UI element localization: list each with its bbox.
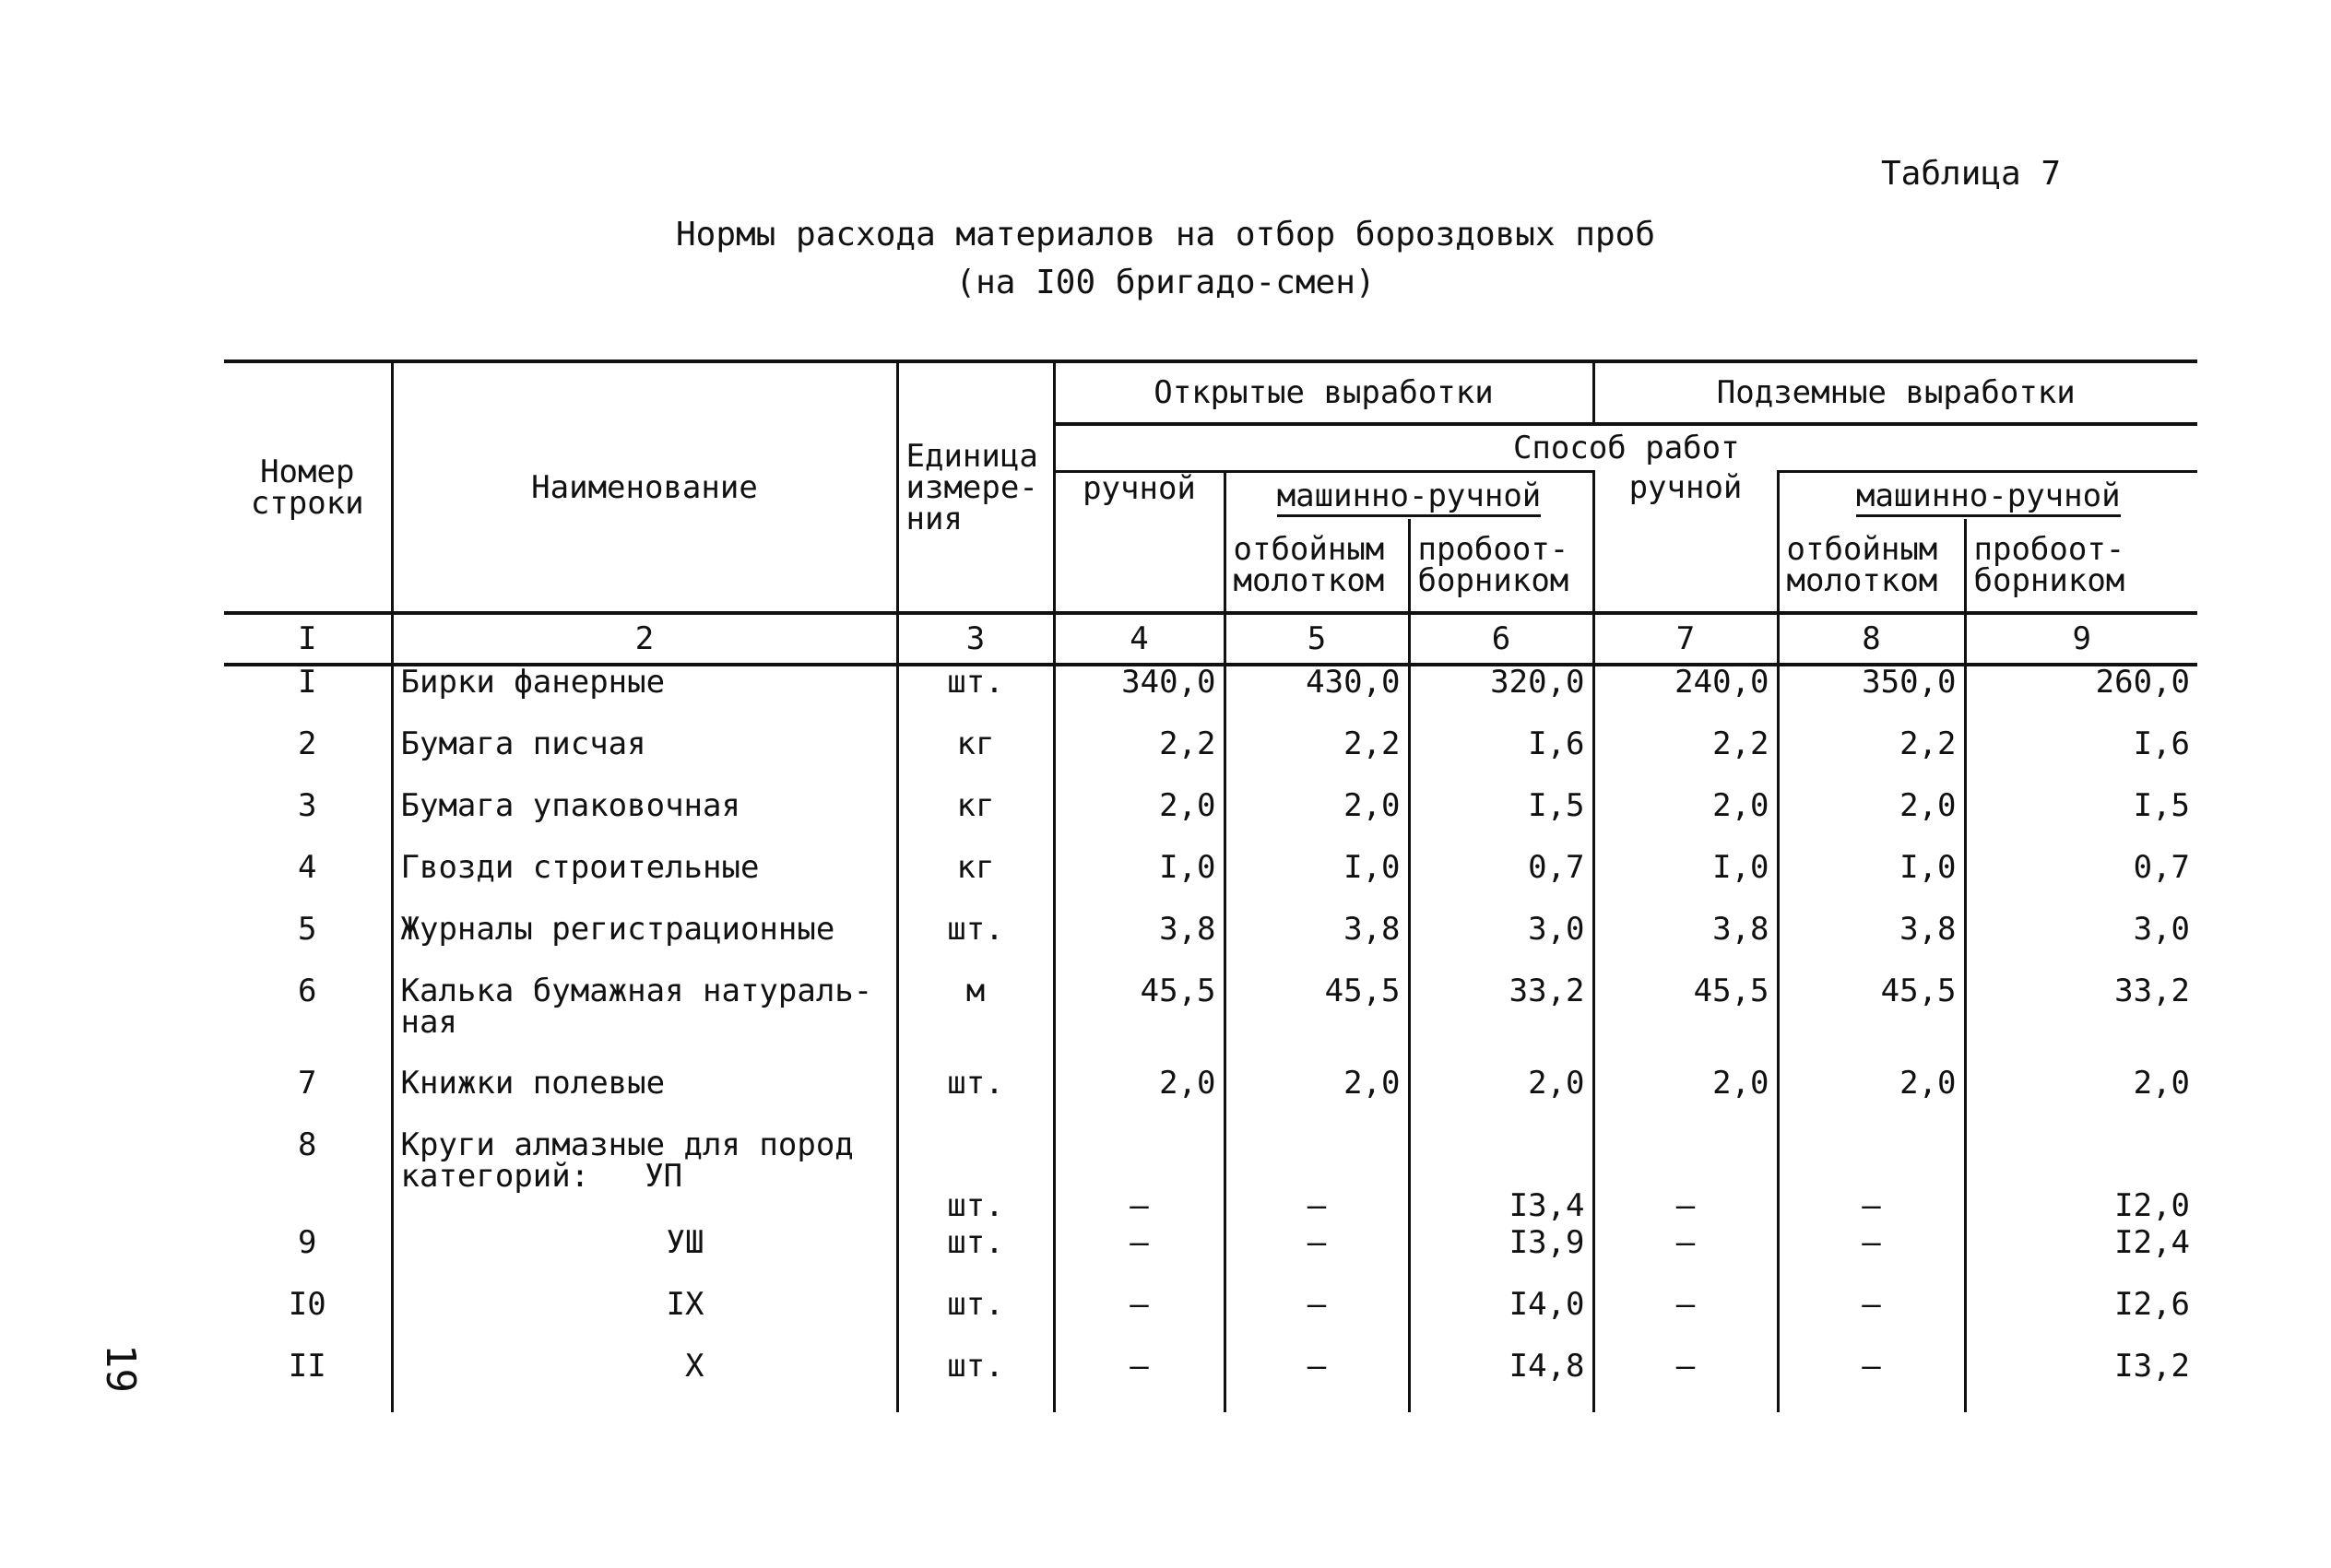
header-work-method: Способ работ <box>1054 424 2197 472</box>
cell-value: 2,0 <box>1593 1067 1778 1129</box>
column-number: 4 <box>1054 613 1225 665</box>
cell-value: 3,0 <box>1965 914 2197 975</box>
cell-value: 350,0 <box>1778 665 1965 728</box>
cell-value: 2,0 <box>1054 790 1225 852</box>
cell-value: – <box>1593 1350 1778 1412</box>
row-unit: кг <box>897 852 1054 914</box>
cell-value: I,5 <box>1965 790 2197 852</box>
cell-value: 2,0 <box>1225 1067 1409 1129</box>
row-number: 3 <box>298 787 317 824</box>
row-unit: шт. <box>897 914 1054 975</box>
cell-value: 2,2 <box>1054 728 1225 790</box>
cell-value: 2,0 <box>1054 1067 1225 1129</box>
cell-value: I,0 <box>1054 852 1225 914</box>
cell-value: – <box>1225 1129 1409 1227</box>
row-number: II <box>288 1348 326 1385</box>
row-number: 5 <box>298 911 317 948</box>
cell-value: – <box>1054 1350 1225 1412</box>
cell-value: 2,0 <box>1225 790 1409 852</box>
cell-value: 45,5 <box>1225 975 1409 1067</box>
table-row <box>224 790 2197 852</box>
row-number: 9 <box>298 1224 317 1261</box>
row-name: Книжки полевые <box>392 1067 897 1129</box>
cell-value: 0,7 <box>1409 852 1593 914</box>
cell-value: 45,5 <box>1054 975 1225 1067</box>
row-name: Бумага писчая <box>392 728 897 790</box>
row-name <box>392 1350 897 1412</box>
cell-value: – <box>1593 1129 1778 1227</box>
header-machine-manual-open: машинно-ручной <box>1225 472 1593 520</box>
row-number: 6 <box>298 973 317 1009</box>
row-name <box>392 1286 897 1350</box>
row-name: Гвозди строительные <box>392 852 897 914</box>
cell-value: 240,0 <box>1593 665 1778 728</box>
table-row <box>224 1289 2197 1350</box>
row-number: I <box>298 664 317 701</box>
table-row <box>224 1129 2197 1227</box>
cell-value: 2,2 <box>1225 728 1409 790</box>
cell-value: – <box>1054 1289 1225 1350</box>
table-row <box>224 852 2197 914</box>
cell-value: 320,0 <box>1409 665 1593 728</box>
cell-value: – <box>1225 1227 1409 1289</box>
cell-value: 2,0 <box>1409 1067 1593 1129</box>
row-name: Бумага упаковочная <box>392 790 897 852</box>
cell-value: I,0 <box>1778 852 1965 914</box>
header-hammer-open: отбойным молотком <box>1225 519 1409 613</box>
row-unit: кг <box>897 790 1054 852</box>
cell-value: 3,8 <box>1225 914 1409 975</box>
row-unit: шт. <box>897 1227 1054 1289</box>
column-number: 7 <box>1593 613 1778 665</box>
table-row <box>224 1350 2197 1412</box>
cell-value: 3,0 <box>1409 914 1593 975</box>
cell-value: 33,2 <box>1965 975 2197 1067</box>
row-name <box>392 1126 897 1227</box>
cell-value: 3,8 <box>1593 914 1778 975</box>
table-subtitle: (на I00 бригадо-смен) <box>955 264 1376 301</box>
table-row <box>224 1067 2197 1129</box>
cell-value: 2,2 <box>1778 728 1965 790</box>
column-number: I <box>224 613 392 665</box>
header-name: Наименование <box>392 361 897 613</box>
row-unit: шт. <box>897 1289 1054 1350</box>
cell-value: I3,4 <box>1409 1129 1593 1227</box>
row-unit: шт. <box>897 1350 1054 1412</box>
header-manual-underground: ручной <box>1593 472 1778 614</box>
cell-value: – <box>1593 1289 1778 1350</box>
rock-category-code: X <box>685 1348 704 1385</box>
table-row <box>224 975 2197 1067</box>
cell-value: I4,0 <box>1409 1289 1593 1350</box>
table-row <box>224 1227 2197 1289</box>
row-name <box>392 1224 897 1289</box>
table-row <box>224 665 2197 728</box>
cell-value: I,5 <box>1409 790 1593 852</box>
row-number: 7 <box>298 1065 317 1102</box>
row-number: 4 <box>298 849 317 886</box>
row-name: Журналы регистрационные <box>392 914 897 975</box>
cell-value: 3,8 <box>1054 914 1225 975</box>
cell-value: I3,2 <box>1965 1350 2197 1412</box>
row-number: 2 <box>298 725 317 762</box>
cell-value: – <box>1054 1129 1225 1227</box>
header-machine-manual-underground: машинно-ручной <box>1778 472 2197 520</box>
cell-value: 3,8 <box>1778 914 1965 975</box>
column-number: 2 <box>392 613 897 665</box>
table-title: Нормы расхода материалов на отбор бороздовых проб <box>675 216 1656 253</box>
cell-value: – <box>1778 1350 1965 1412</box>
cell-value: – <box>1778 1227 1965 1289</box>
header-row-number: Номер строки <box>224 361 392 613</box>
header-open-works: Открытые выработки <box>1054 361 1593 424</box>
cell-value: 2,0 <box>1778 1067 1965 1129</box>
cell-value: 430,0 <box>1225 665 1409 728</box>
header-hammer-underground: отбойным молотком <box>1778 519 1965 613</box>
cell-value: I4,8 <box>1409 1350 1593 1412</box>
cell-value: 45,5 <box>1593 975 1778 1067</box>
column-number: 5 <box>1225 613 1409 665</box>
header-underground-works: Подземные выработки <box>1593 361 2197 424</box>
row-name-line1: Круги алмазные для пород <box>400 1126 854 1163</box>
cell-value: – <box>1778 1129 1965 1227</box>
header-unit: Единица измере- ния <box>897 361 1054 613</box>
cell-value: 2,0 <box>1593 790 1778 852</box>
cell-value: 33,2 <box>1409 975 1593 1067</box>
rock-category-code: IX <box>666 1286 704 1323</box>
cell-value: 2,0 <box>1778 790 1965 852</box>
column-number: 6 <box>1409 613 1593 665</box>
cell-value: I,6 <box>1965 728 2197 790</box>
cell-value: 2,0 <box>1965 1067 2197 1129</box>
cell-value: I,0 <box>1225 852 1409 914</box>
column-number-row <box>224 613 2197 665</box>
cell-value: – <box>1778 1289 1965 1350</box>
cell-value: I2,6 <box>1965 1289 2197 1350</box>
cell-value: I,0 <box>1593 852 1778 914</box>
cell-value: I2,4 <box>1965 1227 2197 1289</box>
cell-value: 260,0 <box>1965 665 2197 728</box>
table-label: Таблица 7 <box>1881 155 2062 193</box>
header-manual-open: ручной <box>1054 472 1225 614</box>
cell-value: – <box>1225 1289 1409 1350</box>
cell-value: I,6 <box>1409 728 1593 790</box>
cell-value: – <box>1225 1350 1409 1412</box>
cell-value: – <box>1593 1227 1778 1289</box>
row-name: Калька бумажная натураль- ная <box>392 975 897 1067</box>
norms-table <box>224 360 2197 1412</box>
cell-value: 0,7 <box>1965 852 2197 914</box>
cell-value: I3,9 <box>1409 1227 1593 1289</box>
cell-value: 2,2 <box>1593 728 1778 790</box>
table-row <box>224 728 2197 790</box>
column-number: 9 <box>1965 613 2197 665</box>
cell-value: – <box>1054 1227 1225 1289</box>
row-number: 8 <box>298 1126 317 1163</box>
cell-value: I2,0 <box>1965 1129 2197 1227</box>
table-row <box>224 914 2197 975</box>
cell-value: 340,0 <box>1054 665 1225 728</box>
column-number: 8 <box>1778 613 1965 665</box>
page-number: 19 <box>97 1344 144 1393</box>
row-number: I0 <box>288 1286 326 1323</box>
header-sampler-open: пробоот- борником <box>1409 519 1593 613</box>
column-number: 3 <box>897 613 1054 665</box>
row-name-line2: категорий: УП <box>400 1158 683 1195</box>
rock-category-code: УП <box>645 1158 683 1195</box>
cell-value: 45,5 <box>1778 975 1965 1067</box>
row-unit: м <box>897 975 1054 1067</box>
header-sampler-underground: пробоот- борником <box>1965 519 2197 613</box>
row-unit: шт. <box>897 1067 1054 1129</box>
row-name: Бирки фанерные <box>392 665 897 728</box>
row-unit: кг <box>897 728 1054 790</box>
row-unit: шт. <box>897 665 1054 728</box>
row-unit: шт. <box>897 1129 1054 1227</box>
rock-category-code: УШ <box>666 1224 704 1261</box>
